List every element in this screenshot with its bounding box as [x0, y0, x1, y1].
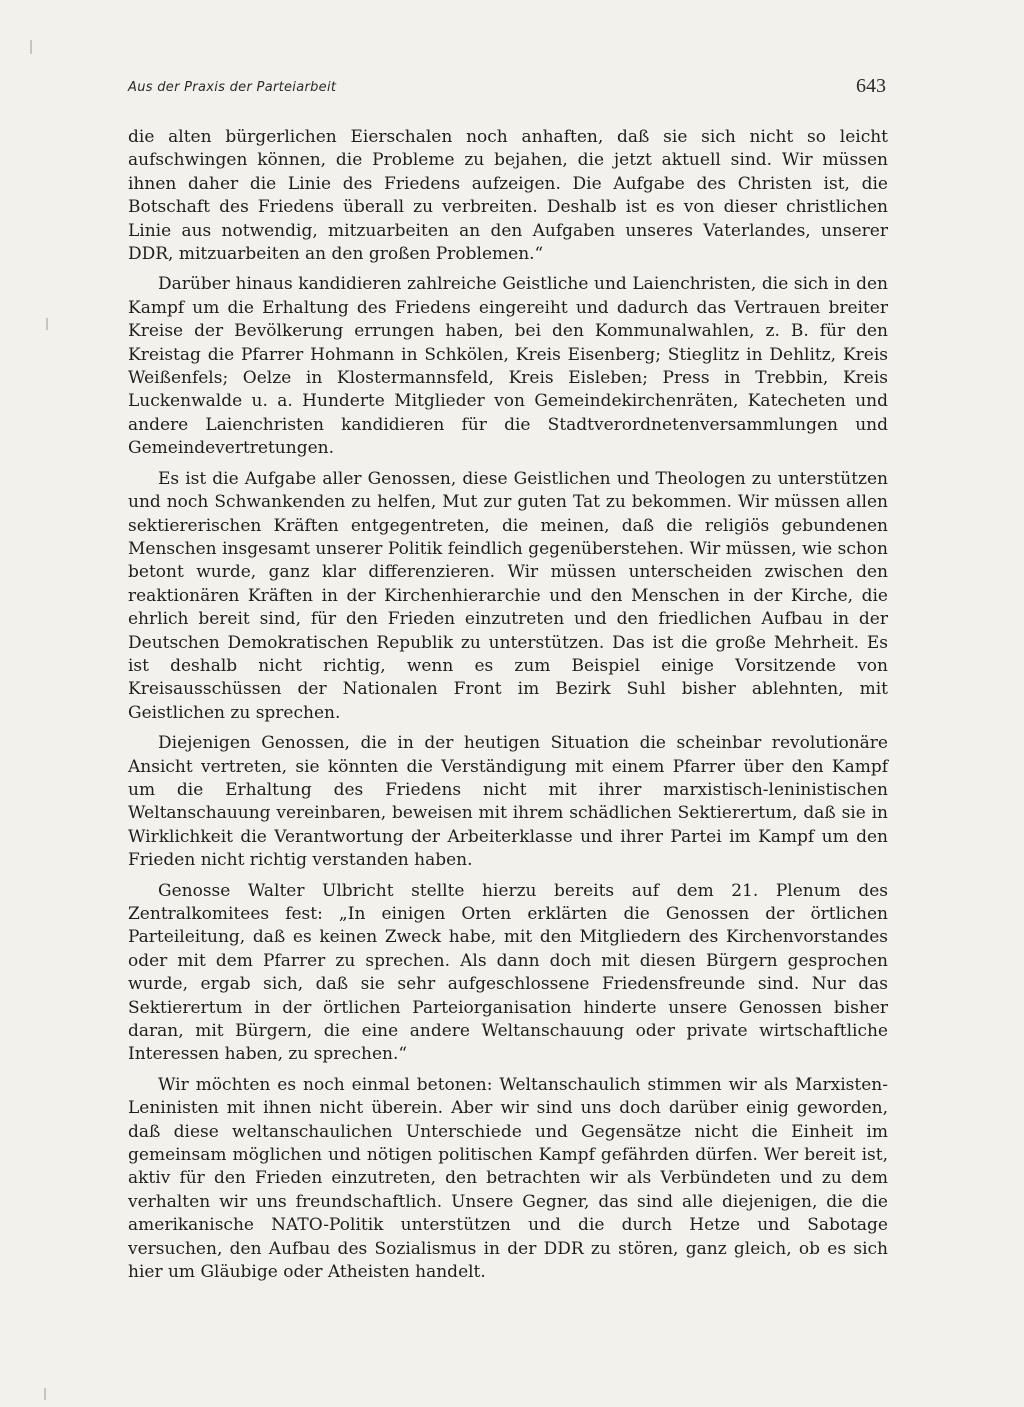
- body-text: [128, 126, 888, 1292]
- scan-mark-middle: [46, 318, 48, 330]
- paragraph-2: Darüber hinaus kandidieren zahlreiche Geistliche und Laienchristen, die sich in den Kampf um die Erhaltung des Friedens eingereiht und dadurch das Vertrauen breiter Kreise der Bevölkerung errungen haben, bei den Kommunalwahlen, z. B. für den Kreistag die Pfarrer Hohmann in Schkölen, Kreis Eisenberg; Stieglitz in Dehlitz, Kreis Weißenfels; Oelze in Klostermannsfeld, Kreis Eisleben; Press in Trebbin, Kreis Luckenwalde u. a. Hunderte Mitglieder von Gemeindekirchenräten, Katecheten und andere Laienchristen kandidieren für die Stadtverordnetenversammlungen und Gemeindevertretungen.: [128, 274, 888, 459]
- paragraph-6: Wir möchten es noch einmal betonen: Weltanschaulich stimmen wir als Marxisten-Leninisten mit ihnen nicht überein. Aber wir sind uns doch darüber einig geworden, daß diese weltanschaulichen Unterschiede und Gegensätze nicht die Einheit im gemeinsam möglichen und nötigen politischen Kampf gefährden dürfen. Wer bereit ist, aktiv für den Frieden einzutreten, den betrachten wir als Verbündeten und zu dem verhalten wir uns freundschaftlich. Unsere Gegner, das sind alle diejenigen, die die amerikanische NATO-Politik unterstützen und die durch Hetze und Sabotage versuchen, den Aufbau des Sozialismus in der DDR zu stören, ganz gleich, ob es sich hier um Gläubige oder Atheisten handelt.: [128, 1074, 888, 1283]
- scan-mark-top: [30, 40, 32, 54]
- paragraph-1: die alten bürgerlichen Eierschalen noch anhaften, daß sie sich nicht so leicht aufschwingen können, die Probleme zu bejahen, die jetzt aktuell sind. Wir müssen ihnen daher die Linie des Friedens aufzeigen. Die Aufgabe des Christen ist, die Botschaft des Friedens überall zu verbreiten. Deshalb ist es von dieser christlichen Linie aus notwendig, mitzuarbeiten an den Aufgaben unseres Vaterlandes, unserer DDR, mitzuarbeiten an den großen Problemen.“: [128, 127, 888, 265]
- page-number: 643: [856, 75, 886, 97]
- scan-mark-bottom: [44, 1388, 46, 1400]
- paragraph-4: Diejenigen Genossen, die in der heutigen Situation die scheinbar revolutionäre Ansicht vertreten, sie könnten die Verständigung mit einem Pfarrer über den Kampf um die Erhaltung des Friedens nicht mit ihrer marxistisch-leninistischen Weltanschauung vereinbaren, beweisen mit ihrem schädlichen Sektierertum, daß sie in Wirklichkeit die Verantwortung der Arbeiterklasse und ihrer Partei im Kampf um den Frieden nicht richtig verstanden haben.: [128, 733, 888, 871]
- running-head: Aus der Praxis der Parteiarbeit: [128, 80, 337, 95]
- paragraph-3: Es ist die Aufgabe aller Genossen, diese Geistlichen und Theologen zu unterstützen und noch Schwankenden zu helfen, Mut zur guten Tat zu bekommen. Wir müssen allen sektiererischen Kräften entgegentreten, die meinen, daß die religiös gebundenen Menschen insgesamt unserer Politik feindlich gegenüberstehen. Wir müssen, wie schon betont wurde, ganz klar differenzieren. Wir müssen unterscheiden zwischen den reaktionären Kräften in der Kirchenhierarchie und den Menschen in der Kirche, die ehrlich bereit sind, für den Frieden einzutreten und den friedlichen Aufbau in der Deutschen Demokratischen Republik zu unterstützen. Das ist die große Mehrheit. Es ist deshalb nicht richtig, wenn es zum Beispiel einige Vorsitzende von Kreisausschüssen der Nationalen Front im Bezirk Suhl bisher ablehnten, mit Geistlichen zu sprechen.: [128, 468, 888, 723]
- paragraph-5: Genosse Walter Ulbricht stellte hierzu bereits auf dem 21. Plenum des Zentralkomitees fest: „In einigen Orten erklärten die Genossen der örtlichen Parteileitung, daß es keinen Zweck habe, mit den Mitgliedern des Kirchenvorstandes oder mit dem Pfarrer zu sprechen. Als dann doch mit diesen Bürgern gesprochen wurde, ergab sich, daß sie sehr aufgeschlossene Friedensfreunde sind. Nur das Sektierertum in der örtlichen Parteiorganisation hinderte unsere Genossen bisher daran, mit Bürgern, die eine andere Weltanschauung oder private wirtschaftliche Interessen haben, zu sprechen.“: [128, 880, 888, 1065]
